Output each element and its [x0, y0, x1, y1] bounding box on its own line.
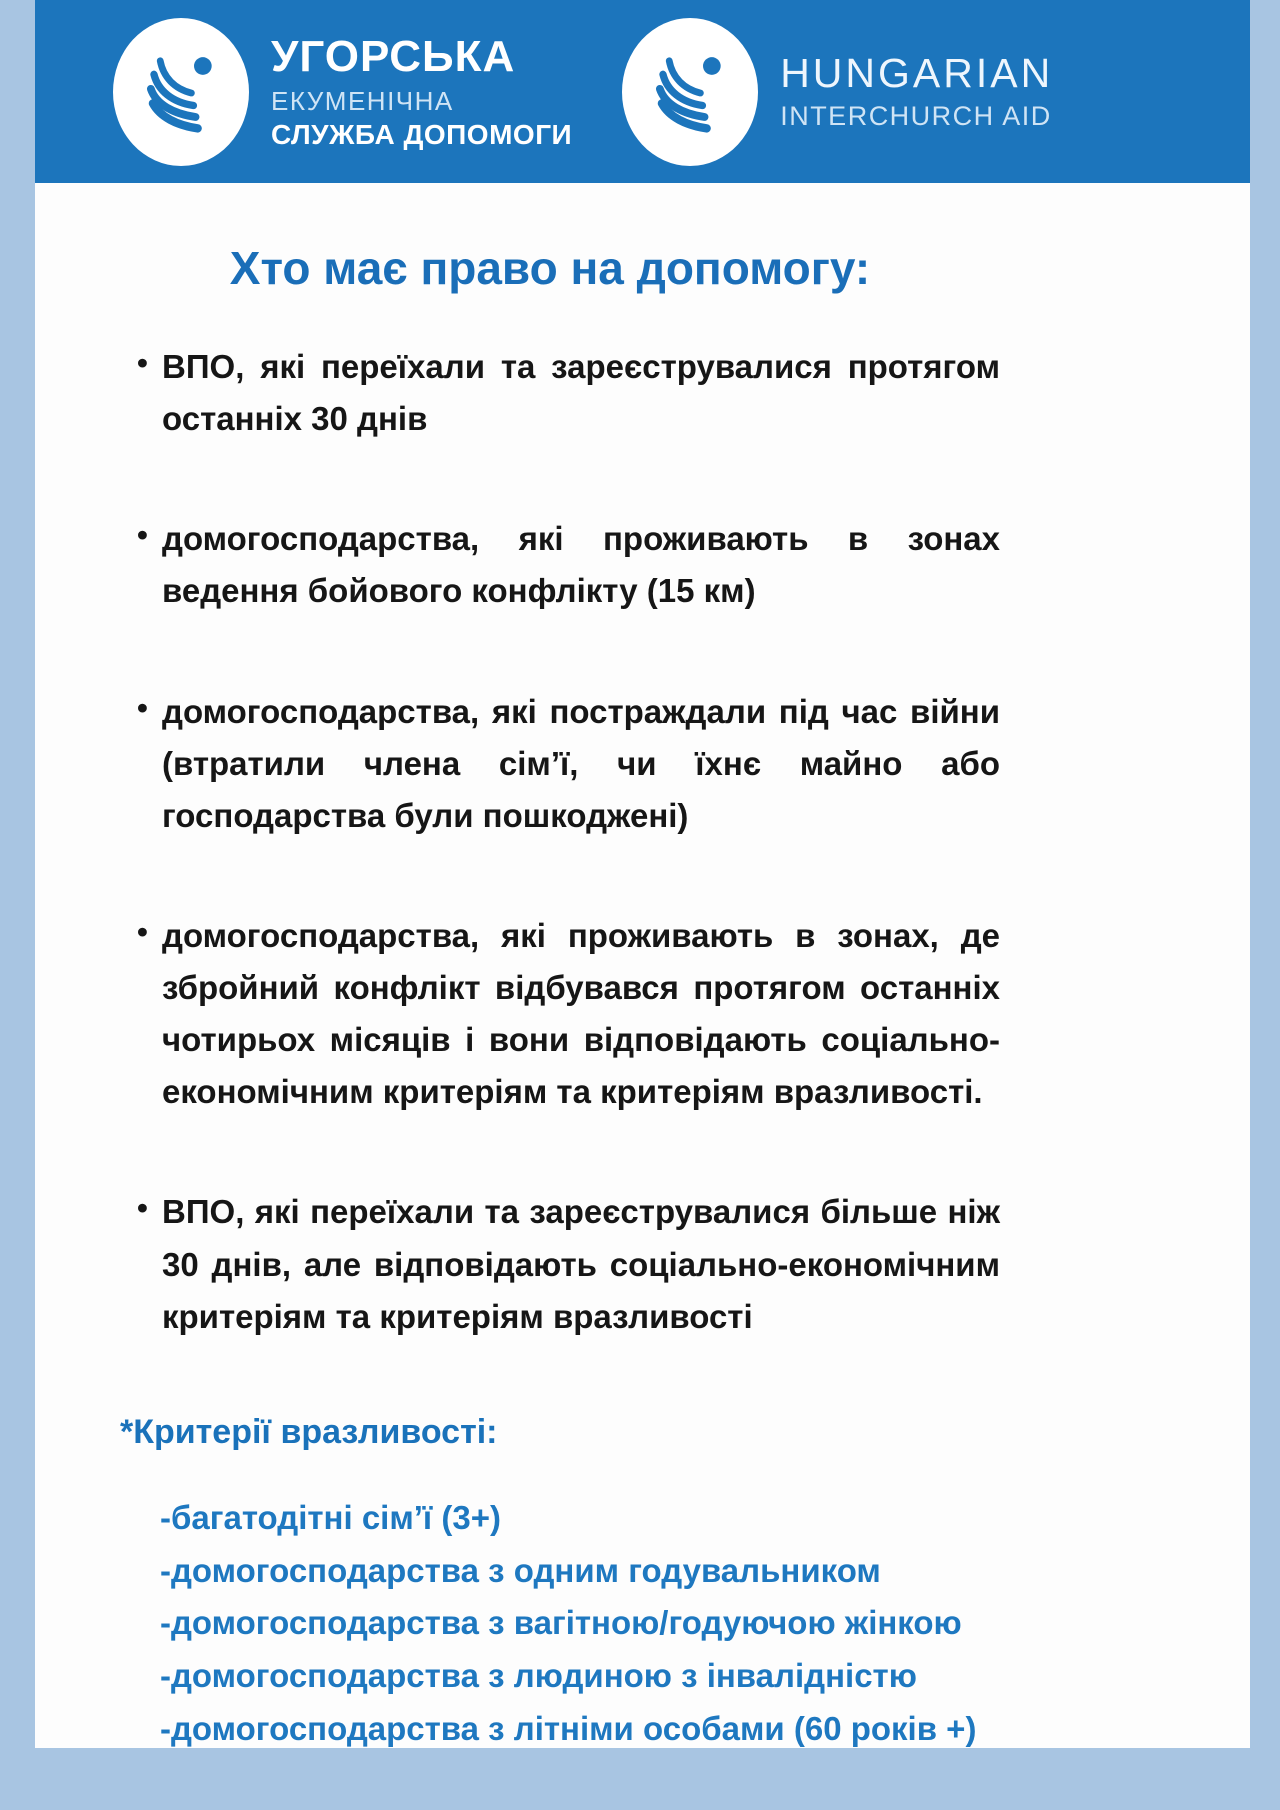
org-name-en-line2: INTERCHURCH AID — [780, 101, 1052, 131]
logo-circle — [622, 18, 758, 166]
criteria-list — [160, 1492, 1000, 1756]
poster-card — [35, 0, 1250, 1748]
logo-circle — [113, 18, 249, 166]
org-name-en-line1: HUNGARIAN — [780, 50, 1054, 96]
logo-text-ukrainian — [271, 31, 573, 150]
eligibility-item: • домогосподарства, які проживають в зонах ведення бойового конфлікту (15 км) — [135, 513, 1000, 617]
eligibility-item: • ВПО, які переїхали та зареєструвалися більше ніж 30 днів, але відповідають соціально-економічним критеріям та критеріям вразливості — [135, 1186, 1000, 1342]
poster-body — [35, 183, 1250, 1756]
org-name-line1: УГОРСЬКА — [271, 31, 516, 81]
header-band — [35, 0, 1250, 183]
eligibility-item: • домогосподарства, які постраждали під час війни (втратили члена сім’ї, чи їхнє майно або господарства були пошкоджені) — [135, 686, 1000, 842]
logo-ukrainian — [113, 18, 572, 166]
org-name-line3: СЛУЖБА ДОПОМОГИ — [271, 118, 573, 150]
criteria-item: -багатодітні сім’ї (3+) — [160, 1498, 501, 1536]
logo-english — [622, 18, 1053, 166]
criteria-item: -домогосподарства з одним годувальником — [160, 1551, 881, 1589]
org-name-line2: ЕКУМЕНІЧНА — [271, 85, 454, 116]
page-title: Хто має право на допомогу: — [229, 242, 871, 294]
eligibility-item: • домогосподарства, які проживають в зонах, де збройний конфлікт відбувався протягом останніх чотирьох місяців і вони відповідають соціально-економічним критеріям та критеріям вразливості. — [135, 910, 1000, 1119]
criteria-item: -домогосподарства з вагітною/годуючою жінкою — [160, 1604, 962, 1642]
hia-waves-icon — [129, 38, 233, 146]
criteria-heading: *Критерії вразливості: — [120, 1412, 498, 1451]
hia-waves-icon — [638, 38, 742, 146]
eligibility-list — [35, 341, 1250, 1343]
criteria-item: -домогосподарства з літніми особами (60 років +) — [160, 1709, 977, 1747]
criteria-item: -домогосподарства з людиною з інвалідністю — [160, 1657, 917, 1695]
logo-text-english — [780, 50, 1054, 131]
eligibility-item: • ВПО, які переїхали та зареєструвалися протягом останніх 30 днів — [135, 341, 1000, 445]
